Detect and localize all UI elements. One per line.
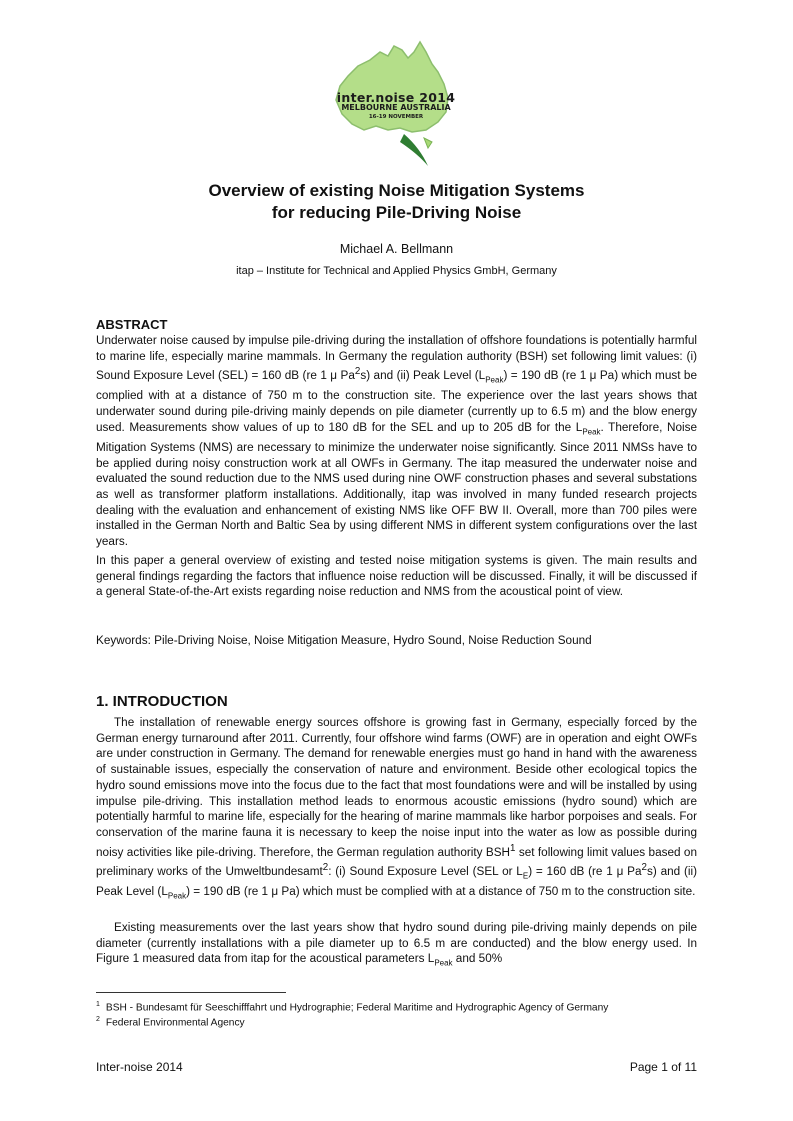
logo-dates: 16-19 NOVEMBER — [368, 114, 424, 120]
intro-paragraph-2: Existing measurements over the last years show that hydro sound during pile-driving mainly depends on pile diameter (currently installations with a pile diameter up to 6.5 m are conducted) and the blow energy used. In Figure 1 measured data from itap for the acoustical parameters $L_{Peak}$ and 50% — [96, 921, 697, 968]
footer-conference: Inter-noise 2014 — [96, 1060, 183, 1074]
title-line-2: for reducing Pile-Driving Noise — [271, 203, 522, 222]
conference-logo — [328, 38, 464, 166]
intro-paragraph-1: The installation of renewable energy sources offshore is growing fast in Germany, especially forced by the German energy turnaround after 2011. Currently, four offshore wind farms (OWF) are in operation and eight OWFs are under construction in Germany. The demand for renewable energies must go hand in hand with the awareness of sustainable issues, especially the conservation of nature and environment. Beside other ecological topics the hydro sound emissions move into the focus due to the fact that most foundations were and will be installed by using impulse pile-driving. This installation method leads to enormous acoustic emissions (hydro sound) which are potentially harmful to marine life, especially for the hearing of marine mammals like harbor porpoises and seals. For conservation of the marine fauna it is necessary to keep the noise input into the water as low as possible during noisy activities like pile-driving. Therefore, the German regulation authority BSH$^1$ set following limit values based on preliminary works of the Umweltbundesamt$^2$: (i) Sound Exposure Level (SEL or $L_E) = 160$ dB (re 1 μ Pa$^2$s) and (ii) Peak Level $(L_{Peak}) = 190$ dB (re 1 μ Pa) which must be complied with at a distance of 750 m to the construction site. — [96, 716, 698, 901]
author-name: Michael A. Bellmann — [339, 242, 454, 256]
logo-title: inter.noise 2014 — [336, 90, 456, 105]
logo-location: MELBOURNE AUSTRALIA — [341, 103, 451, 112]
footnote-divider — [96, 992, 286, 993]
abstract-heading: ABSTRACT — [96, 317, 168, 332]
introduction-heading: 1. INTRODUCTION — [96, 693, 228, 710]
title-line-1: Overview of existing Noise Mitigation Systems — [208, 181, 585, 200]
keywords: Keywords: Pile-Driving Noise, Noise Mitigation Measure, Hydro Sound, Noise Reduction Sound — [96, 634, 592, 647]
abstract-paragraph-2: In this paper a general overview of existing and tested noise mitigation systems is given. The main results and general findings regarding the factors that influence noise reduction will be discussed. Finally, it will be discussed if a general State-of-the-Art exists regarding noise reduction and NMS from the acoustical point of view. — [96, 554, 697, 599]
abstract-paragraph-1: Underwater noise caused by impulse pile-driving during the installation of offshore foundations is potentially harmful to marine life, especially marine mammals. In Germany the regulation authority (BSH) set following limit values: (i) Sound Exposure Level (SEL) = 160 dB (re 1 μ Pa$^2$s) and (ii) Peak Level $(L_{Peak}) = 190$ dB (re 1 μ Pa) which must be complied with at a distance of 750 m to the construction site. The experience over the last years shows that underwater sound during pile-driving mainly depends on pile diameter (currently up to 6.5 m) and the blow energy used. Measurements show values of up to 180 dB for the SEL and up to 205 dB for the $L_{Peak}$. Therefore, Noise Mitigation Systems (NMS) are necessary to minimize the underwater noise significantly. Since 2011 NMSs have to be applied during noisy construction work at all OWFs in Germany. The itap measured the underwater noise and evaluated the sound reduction due to the NMS used during nine OWF construction phases and several substations as well as transformer platform installations. Additionally, itap was involved in many funded research projects dealing with the evaluation and enhancement of existing NMS like OFF BW II. Overall, more than 700 piles were installed in the German North and Baltic Sea by using different NMS in different system configurations over the last years. — [96, 334, 697, 549]
author-affiliation: itap – Institute for Technical and Applied Physics GmbH, Germany — [236, 265, 557, 277]
footnote-2: $^2$ Federal Environmental Agency — [96, 1016, 245, 1029]
paper-title — [96, 180, 697, 224]
page-number: Page 1 of 11 — [629, 1060, 697, 1074]
footnote-1: $^1$ BSH - Bundesamt für Seeschifffahrt und Hydrographie; Federal Maritime and Hydrographic Agency of Germany — [96, 1001, 609, 1014]
